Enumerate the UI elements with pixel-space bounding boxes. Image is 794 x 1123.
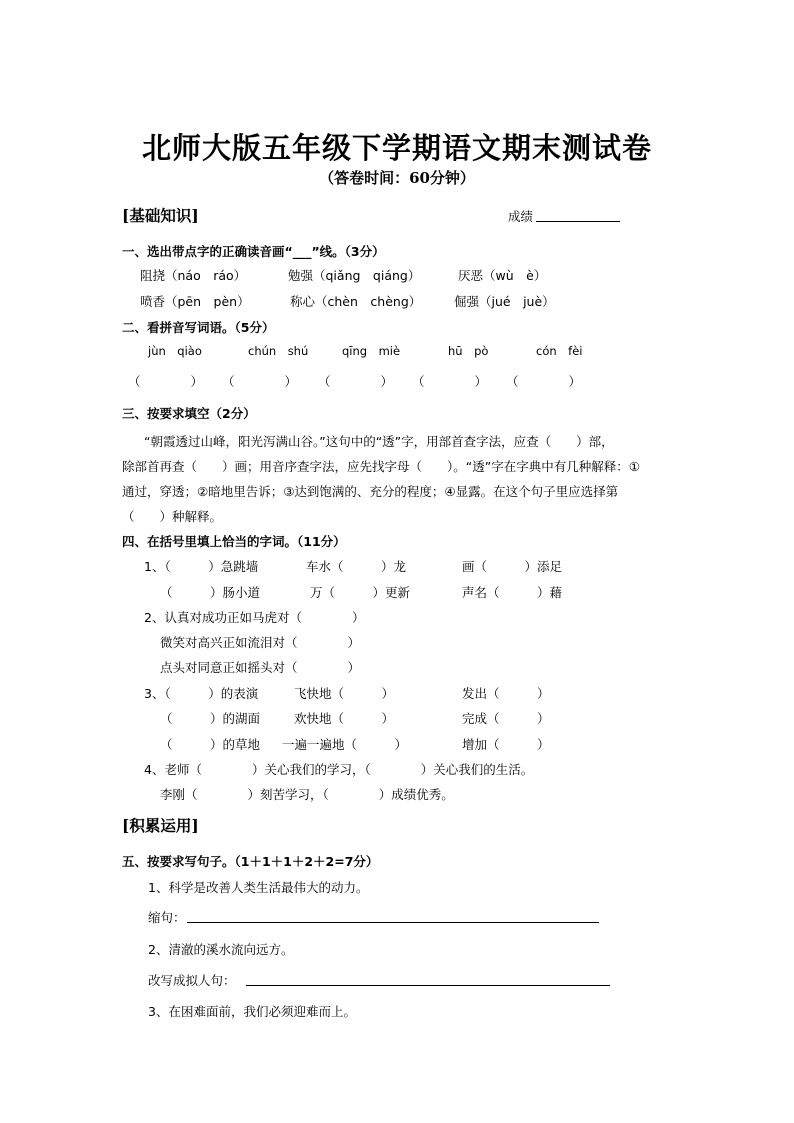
q4-item: 点头对同意正如摇头对（ ） xyxy=(160,660,361,675)
q1-item: 倔强（jué juè） xyxy=(454,294,555,309)
q2-answer-bracket[interactable]: （ ） xyxy=(128,374,204,389)
q4-item: 车水（ ）龙 xyxy=(306,559,407,574)
q4-heading: 四、在括号里填上恰当的字词。（11分） xyxy=(122,534,346,549)
q3-text-line: 除部首再查（ ）画；用音序查字法，应先找字母（ ）。“透”字在字典中有几种解释：① xyxy=(122,459,640,474)
q5-sentence: 3、在困难面前，我们必须迎难而上。 xyxy=(148,1004,356,1019)
q5-sentence: 1、科学是改善人类生活最伟大的动力。 xyxy=(148,880,369,895)
score-blank[interactable] xyxy=(536,221,620,222)
q1-item: 阻挠（náo ráo） xyxy=(140,268,247,283)
score-label: 成绩 xyxy=(508,209,534,224)
q1-item: 勉强（qiǎng qiáng） xyxy=(288,268,421,283)
section-accumulation: [积累运用] xyxy=(122,816,199,835)
q4-item: （ ）的草地 xyxy=(160,737,261,752)
q2-answer-bracket[interactable]: （ ） xyxy=(222,374,298,389)
q4-item: 飞快地（ ） xyxy=(294,686,395,701)
q2-answer-bracket[interactable]: （ ） xyxy=(506,374,582,389)
q4-item: 一遍一遍地（ ） xyxy=(282,737,408,752)
q4-item: 微笑对高兴正如流泪对（ ） xyxy=(160,635,361,650)
q2-pinyin: jùn qiào xyxy=(148,344,202,358)
q4-item: 完成（ ） xyxy=(462,711,550,726)
q5-answer-label: 改写成拟人句： xyxy=(148,973,236,988)
page-title: 北师大版五年级下学期语文期末测试卷 xyxy=(141,131,652,165)
q4-item: 3、（ ）的表演 xyxy=(144,686,259,701)
q1-heading: 一、选出带点字的正确读音画“___”线。（3分） xyxy=(122,244,385,259)
q4-item: 万（ ）更新 xyxy=(310,585,411,600)
q3-text-line: （ ）种解释。 xyxy=(122,509,223,524)
q2-heading: 二、看拼音写词语。（5分） xyxy=(122,320,275,335)
q1-item: 厌恶（wù è） xyxy=(458,268,547,283)
q2-pinyin: qīng miè xyxy=(342,344,401,358)
q5-answer-line[interactable] xyxy=(246,985,610,986)
q4-item: 发出（ ） xyxy=(462,686,550,701)
q4-item: 4、老师（ ）关心我们的学习，（ ）关心我们的生活。 xyxy=(144,762,534,777)
q4-item: 增加（ ） xyxy=(462,737,550,752)
q4-item: 2、认真对成功正如马虎对（ ） xyxy=(144,610,365,625)
q1-item: 喷香（pēn pèn） xyxy=(140,294,250,309)
q4-item: 1、（ ）急跳墙 xyxy=(144,559,259,574)
q4-item: 欢快地（ ） xyxy=(294,711,395,726)
q1-item: 称心（chèn chèng） xyxy=(290,294,422,309)
q3-text-line: “朝霞透过山峰，阳光泻满山谷。”这句中的“透”字，用部首查字法，应查（ ）部， xyxy=(144,434,614,449)
q5-answer-line[interactable] xyxy=(187,922,599,923)
q4-item: 声名（ ）藉 xyxy=(462,585,563,600)
q2-pinyin: hū pò xyxy=(448,344,489,358)
q4-item: 画（ ）添足 xyxy=(462,559,563,574)
q3-text-line: 通过，穿透；②暗地里告诉；③达到饱满的、充分的程度；④显露。在这个句子里应选择第 xyxy=(122,484,619,499)
q4-item: （ ）的湖面 xyxy=(160,711,261,726)
q5-heading: 五、按要求写句子。（1＋1＋1＋2＋2=7分） xyxy=(122,854,379,869)
q5-answer-label: 缩句： xyxy=(148,910,186,925)
q4-item: 李刚（ ）刻苦学习，（ ）成绩优秀。 xyxy=(160,787,454,802)
page-subtitle: （答卷时间：60分钟） xyxy=(319,169,475,187)
q2-answer-bracket[interactable]: （ ） xyxy=(412,374,488,389)
q3-heading: 三、按要求填空（2分） xyxy=(122,406,256,421)
q2-pinyin: chún shú xyxy=(248,344,309,358)
section-basic-knowledge: [基础知识] xyxy=(122,206,199,225)
q5-sentence: 2、清澈的溪水流向远方。 xyxy=(148,942,294,957)
q4-item: （ ）肠小道 xyxy=(160,585,261,600)
q2-answer-bracket[interactable]: （ ） xyxy=(318,374,394,389)
q2-pinyin: cón fèi xyxy=(536,344,583,358)
